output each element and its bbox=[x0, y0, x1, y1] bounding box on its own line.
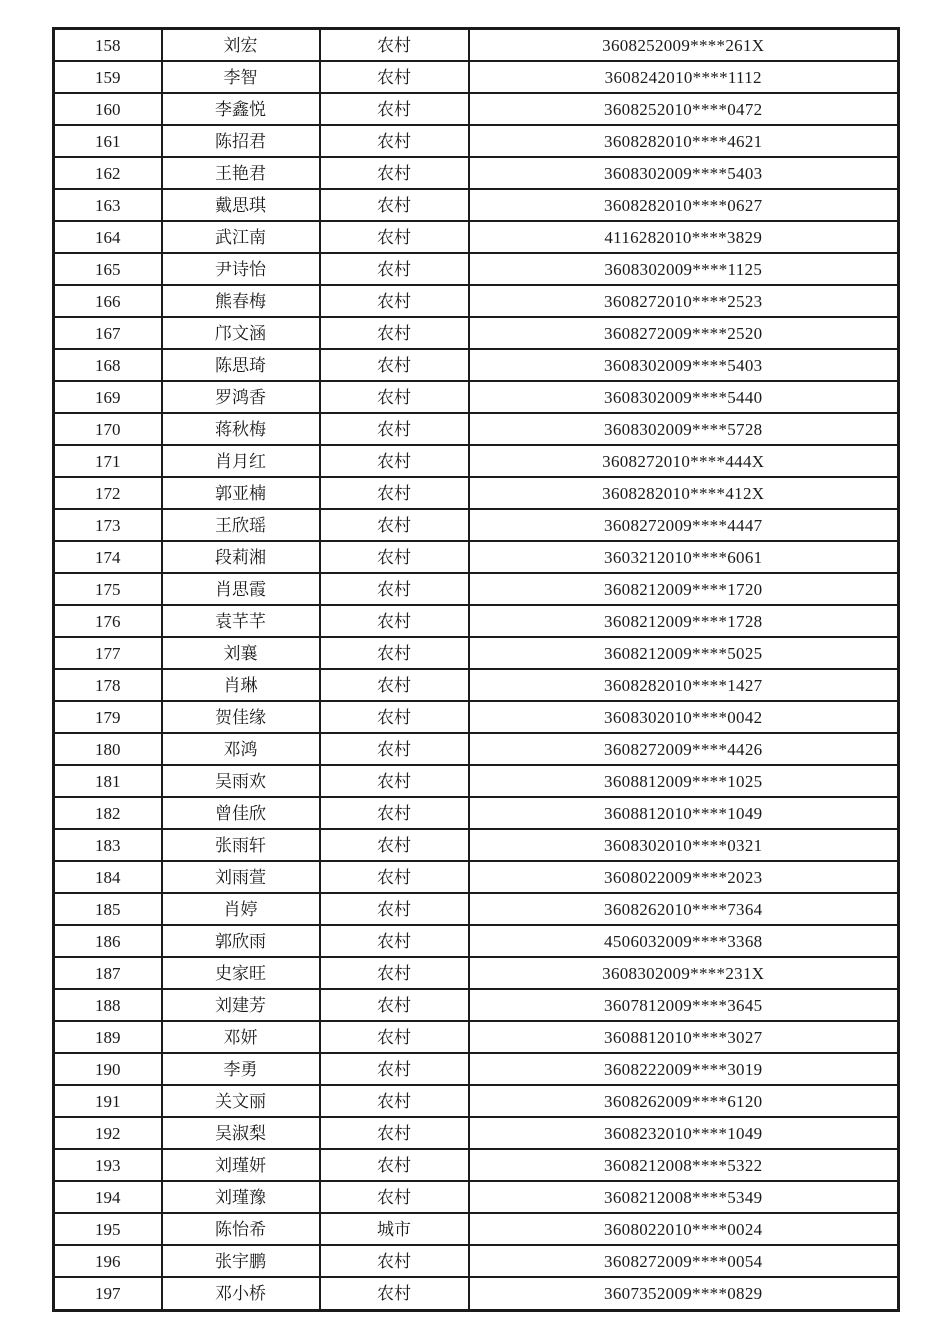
row-number-cell: 165 bbox=[54, 253, 162, 285]
id-number-cell: 3608212009****5025 bbox=[469, 637, 899, 669]
residence-type-cell: 农村 bbox=[320, 957, 469, 989]
residence-type-cell: 农村 bbox=[320, 285, 469, 317]
row-number-cell: 183 bbox=[54, 829, 162, 861]
student-name-cell: 戴思琪 bbox=[162, 189, 320, 221]
table-row bbox=[54, 285, 899, 317]
id-number-cell: 4116282010****3829 bbox=[469, 221, 899, 253]
row-number-cell: 197 bbox=[54, 1277, 162, 1310]
table-row bbox=[54, 61, 899, 93]
id-number-cell: 3608022009****2023 bbox=[469, 861, 899, 893]
table-row bbox=[54, 605, 899, 637]
id-number-cell: 3608302009****5403 bbox=[469, 349, 899, 381]
table-row bbox=[54, 125, 899, 157]
row-number-cell: 184 bbox=[54, 861, 162, 893]
residence-type-cell: 农村 bbox=[320, 1021, 469, 1053]
id-number-cell: 3608212008****5322 bbox=[469, 1149, 899, 1181]
table-row bbox=[54, 413, 899, 445]
table-row bbox=[54, 189, 899, 221]
table-row bbox=[54, 477, 899, 509]
residence-type-cell: 农村 bbox=[320, 765, 469, 797]
row-number-cell: 180 bbox=[54, 733, 162, 765]
table-row bbox=[54, 861, 899, 893]
id-number-cell: 3608262010****7364 bbox=[469, 893, 899, 925]
student-name-cell: 陈思琦 bbox=[162, 349, 320, 381]
table-row bbox=[54, 893, 899, 925]
student-name-cell: 蒋秋梅 bbox=[162, 413, 320, 445]
id-number-cell: 4506032009****3368 bbox=[469, 925, 899, 957]
residence-type-cell: 农村 bbox=[320, 125, 469, 157]
table-row bbox=[54, 1181, 899, 1213]
student-name-cell: 李鑫悦 bbox=[162, 93, 320, 125]
student-name-cell: 王欣瑶 bbox=[162, 509, 320, 541]
student-name-cell: 武江南 bbox=[162, 221, 320, 253]
row-number-cell: 161 bbox=[54, 125, 162, 157]
table-row bbox=[54, 989, 899, 1021]
table-row bbox=[54, 573, 899, 605]
student-name-cell: 李勇 bbox=[162, 1053, 320, 1085]
student-name-cell: 刘襄 bbox=[162, 637, 320, 669]
table-row bbox=[54, 1053, 899, 1085]
residence-type-cell: 农村 bbox=[320, 925, 469, 957]
id-number-cell: 3608262009****6120 bbox=[469, 1085, 899, 1117]
row-number-cell: 189 bbox=[54, 1021, 162, 1053]
row-number-cell: 160 bbox=[54, 93, 162, 125]
row-number-cell: 179 bbox=[54, 701, 162, 733]
roster-table bbox=[52, 27, 900, 1312]
residence-type-cell: 农村 bbox=[320, 1085, 469, 1117]
student-name-cell: 尹诗怡 bbox=[162, 253, 320, 285]
id-number-cell: 3608302009****5728 bbox=[469, 413, 899, 445]
student-name-cell: 刘瑾妍 bbox=[162, 1149, 320, 1181]
student-name-cell: 贺佳缘 bbox=[162, 701, 320, 733]
student-name-cell: 肖婷 bbox=[162, 893, 320, 925]
id-number-cell: 3608252010****0472 bbox=[469, 93, 899, 125]
row-number-cell: 185 bbox=[54, 893, 162, 925]
id-number-cell: 3608212009****1728 bbox=[469, 605, 899, 637]
student-name-cell: 肖月红 bbox=[162, 445, 320, 477]
student-name-cell: 刘雨萱 bbox=[162, 861, 320, 893]
id-number-cell: 3608302009****5440 bbox=[469, 381, 899, 413]
row-number-cell: 173 bbox=[54, 509, 162, 541]
table-row bbox=[54, 957, 899, 989]
student-name-cell: 刘建芳 bbox=[162, 989, 320, 1021]
residence-type-cell: 农村 bbox=[320, 861, 469, 893]
student-name-cell: 曾佳欣 bbox=[162, 797, 320, 829]
id-number-cell: 3608242010****1112 bbox=[469, 61, 899, 93]
row-number-cell: 188 bbox=[54, 989, 162, 1021]
table-row bbox=[54, 1245, 899, 1277]
id-number-cell: 3608232010****1049 bbox=[469, 1117, 899, 1149]
id-number-cell: 3607352009****0829 bbox=[469, 1277, 899, 1310]
student-name-cell: 邓鸿 bbox=[162, 733, 320, 765]
residence-type-cell: 农村 bbox=[320, 829, 469, 861]
table-row bbox=[54, 509, 899, 541]
student-name-cell: 段莉湘 bbox=[162, 541, 320, 573]
table-row bbox=[54, 701, 899, 733]
table-row bbox=[54, 733, 899, 765]
residence-type-cell: 农村 bbox=[320, 1149, 469, 1181]
residence-type-cell: 农村 bbox=[320, 61, 469, 93]
residence-type-cell: 农村 bbox=[320, 797, 469, 829]
row-number-cell: 162 bbox=[54, 157, 162, 189]
row-number-cell: 187 bbox=[54, 957, 162, 989]
row-number-cell: 177 bbox=[54, 637, 162, 669]
row-number-cell: 168 bbox=[54, 349, 162, 381]
row-number-cell: 163 bbox=[54, 189, 162, 221]
id-number-cell: 3608022010****0024 bbox=[469, 1213, 899, 1245]
table-row bbox=[54, 349, 899, 381]
table-row bbox=[54, 797, 899, 829]
table-row bbox=[54, 157, 899, 189]
residence-type-cell: 农村 bbox=[320, 605, 469, 637]
residence-type-cell: 农村 bbox=[320, 381, 469, 413]
table-row bbox=[54, 29, 899, 62]
residence-type-cell: 农村 bbox=[320, 93, 469, 125]
table-row bbox=[54, 765, 899, 797]
row-number-cell: 158 bbox=[54, 29, 162, 62]
student-name-cell: 陈招君 bbox=[162, 125, 320, 157]
table-row bbox=[54, 1213, 899, 1245]
student-name-cell: 袁芊芊 bbox=[162, 605, 320, 637]
table-row bbox=[54, 1021, 899, 1053]
row-number-cell: 167 bbox=[54, 317, 162, 349]
table-row bbox=[54, 829, 899, 861]
id-number-cell: 3608272010****444X bbox=[469, 445, 899, 477]
table-row bbox=[54, 381, 899, 413]
residence-type-cell: 农村 bbox=[320, 1245, 469, 1277]
residence-type-cell: 农村 bbox=[320, 893, 469, 925]
row-number-cell: 178 bbox=[54, 669, 162, 701]
residence-type-cell: 农村 bbox=[320, 989, 469, 1021]
student-name-cell: 史家旺 bbox=[162, 957, 320, 989]
residence-type-cell: 农村 bbox=[320, 1117, 469, 1149]
id-number-cell: 3608272009****4447 bbox=[469, 509, 899, 541]
table-row bbox=[54, 669, 899, 701]
student-name-cell: 熊春梅 bbox=[162, 285, 320, 317]
residence-type-cell: 农村 bbox=[320, 317, 469, 349]
residence-type-cell: 农村 bbox=[320, 669, 469, 701]
id-number-cell: 3608302010****0321 bbox=[469, 829, 899, 861]
table-row bbox=[54, 1149, 899, 1181]
row-number-cell: 170 bbox=[54, 413, 162, 445]
id-number-cell: 3608282010****1427 bbox=[469, 669, 899, 701]
student-name-cell: 邓小桥 bbox=[162, 1277, 320, 1310]
residence-type-cell: 农村 bbox=[320, 477, 469, 509]
id-number-cell: 3608282010****0627 bbox=[469, 189, 899, 221]
residence-type-cell: 农村 bbox=[320, 1181, 469, 1213]
table-row bbox=[54, 1277, 899, 1310]
id-number-cell: 3608302009****231X bbox=[469, 957, 899, 989]
row-number-cell: 190 bbox=[54, 1053, 162, 1085]
residence-type-cell: 农村 bbox=[320, 701, 469, 733]
student-name-cell: 王艳君 bbox=[162, 157, 320, 189]
student-name-cell: 郭亚楠 bbox=[162, 477, 320, 509]
row-number-cell: 186 bbox=[54, 925, 162, 957]
residence-type-cell: 农村 bbox=[320, 733, 469, 765]
row-number-cell: 176 bbox=[54, 605, 162, 637]
table-row bbox=[54, 541, 899, 573]
student-name-cell: 吴雨欢 bbox=[162, 765, 320, 797]
row-number-cell: 181 bbox=[54, 765, 162, 797]
row-number-cell: 171 bbox=[54, 445, 162, 477]
table-row bbox=[54, 925, 899, 957]
row-number-cell: 172 bbox=[54, 477, 162, 509]
row-number-cell: 194 bbox=[54, 1181, 162, 1213]
id-number-cell: 3608222009****3019 bbox=[469, 1053, 899, 1085]
row-number-cell: 169 bbox=[54, 381, 162, 413]
residence-type-cell: 农村 bbox=[320, 445, 469, 477]
row-number-cell: 182 bbox=[54, 797, 162, 829]
row-number-cell: 191 bbox=[54, 1085, 162, 1117]
residence-type-cell: 农村 bbox=[320, 253, 469, 285]
residence-type-cell: 农村 bbox=[320, 509, 469, 541]
table-row bbox=[54, 221, 899, 253]
table-row bbox=[54, 637, 899, 669]
id-number-cell: 3608252009****261X bbox=[469, 29, 899, 62]
residence-type-cell: 农村 bbox=[320, 189, 469, 221]
residence-type-cell: 城市 bbox=[320, 1213, 469, 1245]
residence-type-cell: 农村 bbox=[320, 29, 469, 62]
student-name-cell: 张雨轩 bbox=[162, 829, 320, 861]
student-name-cell: 李智 bbox=[162, 61, 320, 93]
student-name-cell: 张宇鹏 bbox=[162, 1245, 320, 1277]
residence-type-cell: 农村 bbox=[320, 221, 469, 253]
id-number-cell: 3608272009****4426 bbox=[469, 733, 899, 765]
student-name-cell: 罗鸿香 bbox=[162, 381, 320, 413]
row-number-cell: 175 bbox=[54, 573, 162, 605]
table-row bbox=[54, 1085, 899, 1117]
residence-type-cell: 农村 bbox=[320, 157, 469, 189]
student-name-cell: 邝文涵 bbox=[162, 317, 320, 349]
id-number-cell: 3608272010****2523 bbox=[469, 285, 899, 317]
student-name-cell: 陈怡希 bbox=[162, 1213, 320, 1245]
row-number-cell: 164 bbox=[54, 221, 162, 253]
id-number-cell: 3608812010****1049 bbox=[469, 797, 899, 829]
table-row bbox=[54, 93, 899, 125]
row-number-cell: 159 bbox=[54, 61, 162, 93]
id-number-cell: 3608282010****412X bbox=[469, 477, 899, 509]
row-number-cell: 192 bbox=[54, 1117, 162, 1149]
student-name-cell: 郭欣雨 bbox=[162, 925, 320, 957]
row-number-cell: 196 bbox=[54, 1245, 162, 1277]
residence-type-cell: 农村 bbox=[320, 541, 469, 573]
residence-type-cell: 农村 bbox=[320, 637, 469, 669]
id-number-cell: 3608302009****1125 bbox=[469, 253, 899, 285]
residence-type-cell: 农村 bbox=[320, 573, 469, 605]
row-number-cell: 193 bbox=[54, 1149, 162, 1181]
student-name-cell: 吴淑梨 bbox=[162, 1117, 320, 1149]
student-name-cell: 刘瑾豫 bbox=[162, 1181, 320, 1213]
student-name-cell: 肖琳 bbox=[162, 669, 320, 701]
id-number-cell: 3608282010****4621 bbox=[469, 125, 899, 157]
id-number-cell: 3608212009****1720 bbox=[469, 573, 899, 605]
id-number-cell: 3608272009****0054 bbox=[469, 1245, 899, 1277]
residence-type-cell: 农村 bbox=[320, 1053, 469, 1085]
table-row bbox=[54, 317, 899, 349]
id-number-cell: 3603212010****6061 bbox=[469, 541, 899, 573]
student-name-cell: 刘宏 bbox=[162, 29, 320, 62]
student-name-cell: 邓妍 bbox=[162, 1021, 320, 1053]
id-number-cell: 3608272009****2520 bbox=[469, 317, 899, 349]
roster-table-body bbox=[54, 29, 899, 1311]
table-row bbox=[54, 253, 899, 285]
id-number-cell: 3608812009****1025 bbox=[469, 765, 899, 797]
table-row bbox=[54, 445, 899, 477]
student-name-cell: 肖思霞 bbox=[162, 573, 320, 605]
id-number-cell: 3608212008****5349 bbox=[469, 1181, 899, 1213]
id-number-cell: 3608812010****3027 bbox=[469, 1021, 899, 1053]
table-row bbox=[54, 1117, 899, 1149]
row-number-cell: 195 bbox=[54, 1213, 162, 1245]
id-number-cell: 3608302009****5403 bbox=[469, 157, 899, 189]
residence-type-cell: 农村 bbox=[320, 413, 469, 445]
row-number-cell: 174 bbox=[54, 541, 162, 573]
row-number-cell: 166 bbox=[54, 285, 162, 317]
id-number-cell: 3608302010****0042 bbox=[469, 701, 899, 733]
student-name-cell: 关文丽 bbox=[162, 1085, 320, 1117]
residence-type-cell: 农村 bbox=[320, 349, 469, 381]
residence-type-cell: 农村 bbox=[320, 1277, 469, 1310]
id-number-cell: 3607812009****3645 bbox=[469, 989, 899, 1021]
